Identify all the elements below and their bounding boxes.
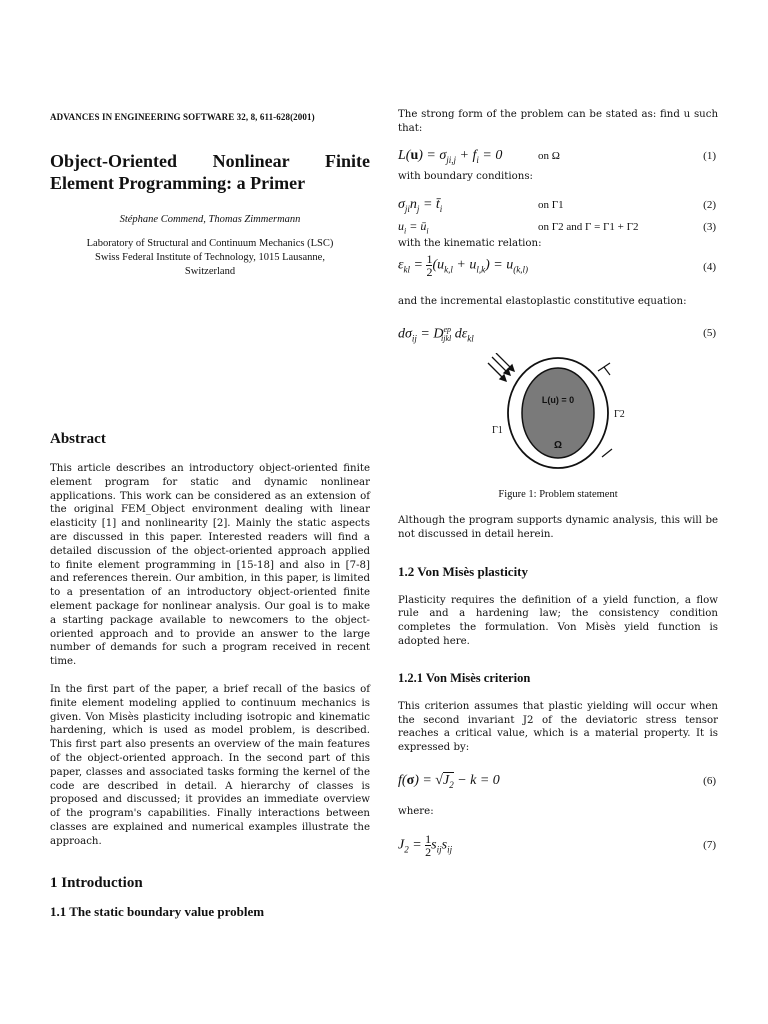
- authors: Stéphane Commend, Thomas Zimmermann: [119, 214, 301, 225]
- equation-6: $f(\sigma) = √J_2 - k = 0$ (6): [398, 772, 716, 790]
- load-arrows-icon: [488, 353, 514, 381]
- right-column: [398, 108, 718, 863]
- section-1-1-heading: 1.1 The static boundary value problem: [50, 903, 265, 919]
- figure-omega-label: Ω: [553, 439, 563, 451]
- equation-3: $u_i$ = $ū_i$ on Γ2 and Γ = Γ1 + Γ2 (3): [398, 219, 716, 236]
- criterion-text: This criterion assumes that plastic yielding will occur when the second invariant J2 of the deviatoric stress tensor reaches a critical value, which is a material property. It is expressed by:: [398, 700, 718, 754]
- section-1-2-1-heading: 1.2.1 Von Misès criterion: [398, 670, 531, 685]
- equation-3-number: (3): [703, 221, 716, 234]
- equation-1: $L(u) = \sigma_{ji,j} + f_i = 0$ on Ω (1): [398, 147, 716, 165]
- figure-gamma2-label: Γ2: [614, 408, 625, 420]
- title-line-1: Object-Oriented Nonlinear Finite: [50, 151, 370, 171]
- affiliation-line-3: Switzerland: [184, 266, 236, 277]
- figure-operator-label: L(u) = 0: [541, 394, 575, 405]
- left-column: [50, 108, 370, 920]
- equation-6-number: (6): [703, 774, 716, 787]
- kinematic-text: with the kinematic relation:: [398, 238, 542, 250]
- abstract-heading: Abstract: [50, 431, 106, 447]
- equation-1-domain: on Ω: [538, 149, 560, 162]
- strong-form-text: The strong form of the problem can be stated as: find u such that:: [398, 109, 718, 134]
- equation-2-domain: on Γ1: [538, 199, 564, 212]
- problem-statement-diagram: [486, 353, 636, 477]
- plasticity-text: Plasticity requires the definition of a yield function, a flow rule and a hardening law; the consistency condition completes the formulation. Von Misès yield function is adopted here.: [398, 594, 718, 647]
- equation-5-number: (5): [703, 326, 716, 339]
- title-line-2: Element Programming: a Primer: [50, 173, 306, 193]
- equation-2-number: (2): [703, 199, 716, 212]
- equation-4: $\varepsilon_{kl} = 1$ 2 $(u_{k,l} + u_{l,k}) = u_{(k,l)}$ (4): [398, 252, 716, 280]
- affiliation-line-2: Swiss Federal Institute of Technology, 1015 Lausanne,: [95, 252, 325, 263]
- abstract-paragraph-2: In the first part of the paper, a brief recall of the basics of finite element modeling applied to continuum mechanics is given. Von Misès plasticity including isotropic and kinematic hardening, which is used as model problem, is described. This first part also presents an overview of the main features of the object-oriented approach. In the second part of this paper, classes and associated tasks forming the kernel of the code are described in detail. A hierarchy of classes is proposed and discussed; it provides an immediate overview of the program's capabilities. Finally interactions between classes are explained and numerical examples illustrate the approach.: [50, 683, 370, 847]
- abstract-paragraph-1: This article describes an introductory object-oriented finite element program for static and dynamic nonlinear applications. This work can be considered as an extension of the original FEM_Object environment dealing with linear elasticity [1] and nonlinearity [2]. Mainly the static aspects are discussed in this paper. Interested readers will find a detailed discussion of the object-oriented approach applied to finite element programming in [15-18] and also in [7-8] and references therein. Our ambition, in this paper, is limited to a presentation of an introductory object-oriented finite element package for nonlinear analysis. Our goal is to make a starting package available to newcomers to the object-oriented approach and to provide an answer to the large number of demands for such a program received in recent time.: [50, 463, 370, 668]
- paper-title: [50, 150, 370, 194]
- equation-7: $J_2 = 1$ 2 $s_{ij}s_{ij}$ (7): [398, 831, 716, 859]
- section-1-heading: 1 Introduction: [50, 874, 143, 891]
- journal-reference: ADVANCES IN ENGINEERING SOFTWARE 32, 8, 611-628(2001): [50, 112, 315, 122]
- incremental-text: and the incremental elastoplastic constitutive equation:: [398, 296, 687, 308]
- figure-1: [398, 353, 718, 489]
- equation-4-number: (4): [703, 261, 716, 274]
- equation-2: $\sigma_{ji}n_j$ = $t̄_i$ on Γ1 (2): [398, 197, 716, 215]
- boundary-conditions-text: with boundary conditions:: [398, 170, 533, 182]
- section-1-2-heading: 1.2 Von Misès plasticity: [398, 563, 529, 579]
- figure-gamma1-label: Γ1: [492, 424, 503, 436]
- figure-1-caption: Figure 1: Problem statement: [498, 488, 618, 500]
- where-text: where:: [398, 805, 434, 817]
- equation-5: $d\sigma_{ij} = D^{ep}_{ijkl}$ $d\varepsilon_{kl}$ (5): [398, 324, 716, 344]
- equation-3-domain: on Γ2 and Γ = Γ1 + Γ2: [538, 221, 639, 234]
- affiliation-line-1: Laboratory of Structural and Continuum Mechanics (LSC): [86, 238, 334, 249]
- equation-7-number: (7): [703, 838, 716, 851]
- equation-1-number: (1): [703, 149, 716, 162]
- dynamic-analysis-text: Although the program supports dynamic analysis, this will be not discussed in detail herein.: [398, 514, 718, 540]
- affiliation: [50, 237, 370, 279]
